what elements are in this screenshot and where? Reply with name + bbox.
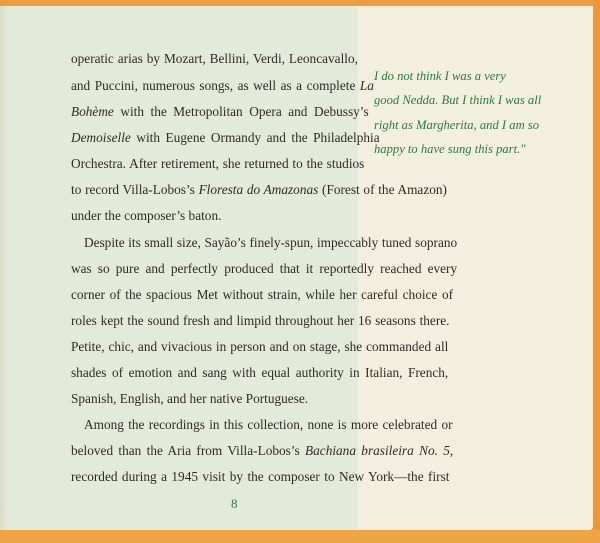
body-line — [84, 231, 457, 255]
text-run: and Puccini, numerous songs, as well as a complete — [71, 78, 360, 93]
text-run: operatic arias by Mozart, Bellini, Verdi, Leoncavallo, — [71, 51, 358, 66]
body-line — [71, 387, 308, 411]
italic-title-run: Floresta do Amazonas — [198, 182, 319, 197]
italic-title-run: Bachiana brasileira No. 5 — [305, 443, 450, 458]
body-line — [71, 74, 374, 98]
body-line — [71, 283, 453, 307]
body-line — [71, 439, 453, 463]
text-run: with Eugene Ormandy and the Philadelphia — [130, 130, 380, 145]
italic-title-run: La — [359, 78, 374, 93]
quote-line: I do not think I was a very — [374, 69, 506, 83]
italic-title-run: Bohème — [71, 104, 114, 119]
text-run: Despite its small size, Sayão’s finely-spun, impeccably tuned soprano — [84, 235, 458, 250]
body-line — [71, 335, 448, 359]
text-run: (Forest of the Amazon) — [318, 182, 447, 197]
text-run: Orchestra. After retirement, she returned to the studios — [71, 156, 365, 171]
text-run: , — [449, 443, 454, 458]
italic-title-run: Demoiselle — [71, 130, 131, 145]
text-run: under the composer’s baton. — [71, 208, 222, 223]
body-line — [71, 309, 449, 333]
page-number: 8 — [231, 496, 238, 511]
body-line — [71, 257, 457, 281]
text-run: corner of the spacious Met without strain, while her careful choice of — [71, 287, 454, 302]
cover-edge-top — [0, 0, 600, 6]
cover-edge-bottom — [0, 530, 600, 543]
body-line — [71, 152, 364, 176]
text-run: recorded during a 1945 visit by the composer to New York—the first — [71, 469, 450, 484]
body-line — [71, 361, 448, 385]
cover-edge-right — [593, 0, 600, 543]
quote-line: happy to have sung this part." — [374, 141, 526, 156]
body-line — [71, 47, 358, 71]
body-line — [71, 126, 380, 150]
page-binding-shadow — [0, 0, 8, 530]
quote-line: good Nedda. But I think I was all — [374, 93, 542, 108]
body-line — [84, 413, 453, 437]
text-run: to record Villa-Lobos’s — [71, 182, 199, 197]
quote-line: right as Margherita, and I am so — [374, 117, 540, 132]
pull-quote — [374, 64, 574, 161]
text-run: was so pure and perfectly produced that it reportedly reached every — [71, 261, 458, 276]
body-line — [71, 178, 447, 202]
text-run: shades of emotion and sang with equal authority in Italian, French, — [71, 365, 449, 380]
text-run: Among the recordings in this collection, none is more celebrated or — [84, 417, 453, 432]
body-line — [71, 100, 369, 124]
text-run: Spanish, English, and her native Portuguese. — [71, 391, 309, 406]
text-run: with the Metropolitan Opera and Debussy’s — [113, 104, 369, 119]
text-run: roles kept the sound fresh and limpid throughout her 16 seasons there. — [71, 313, 450, 328]
body-line — [71, 204, 221, 228]
text-run: beloved than the Aria from Villa-Lobos’s — [71, 443, 306, 458]
body-line — [71, 465, 449, 489]
text-run: Petite, chic, and vivacious in person and on stage, she commanded all — [71, 339, 449, 354]
